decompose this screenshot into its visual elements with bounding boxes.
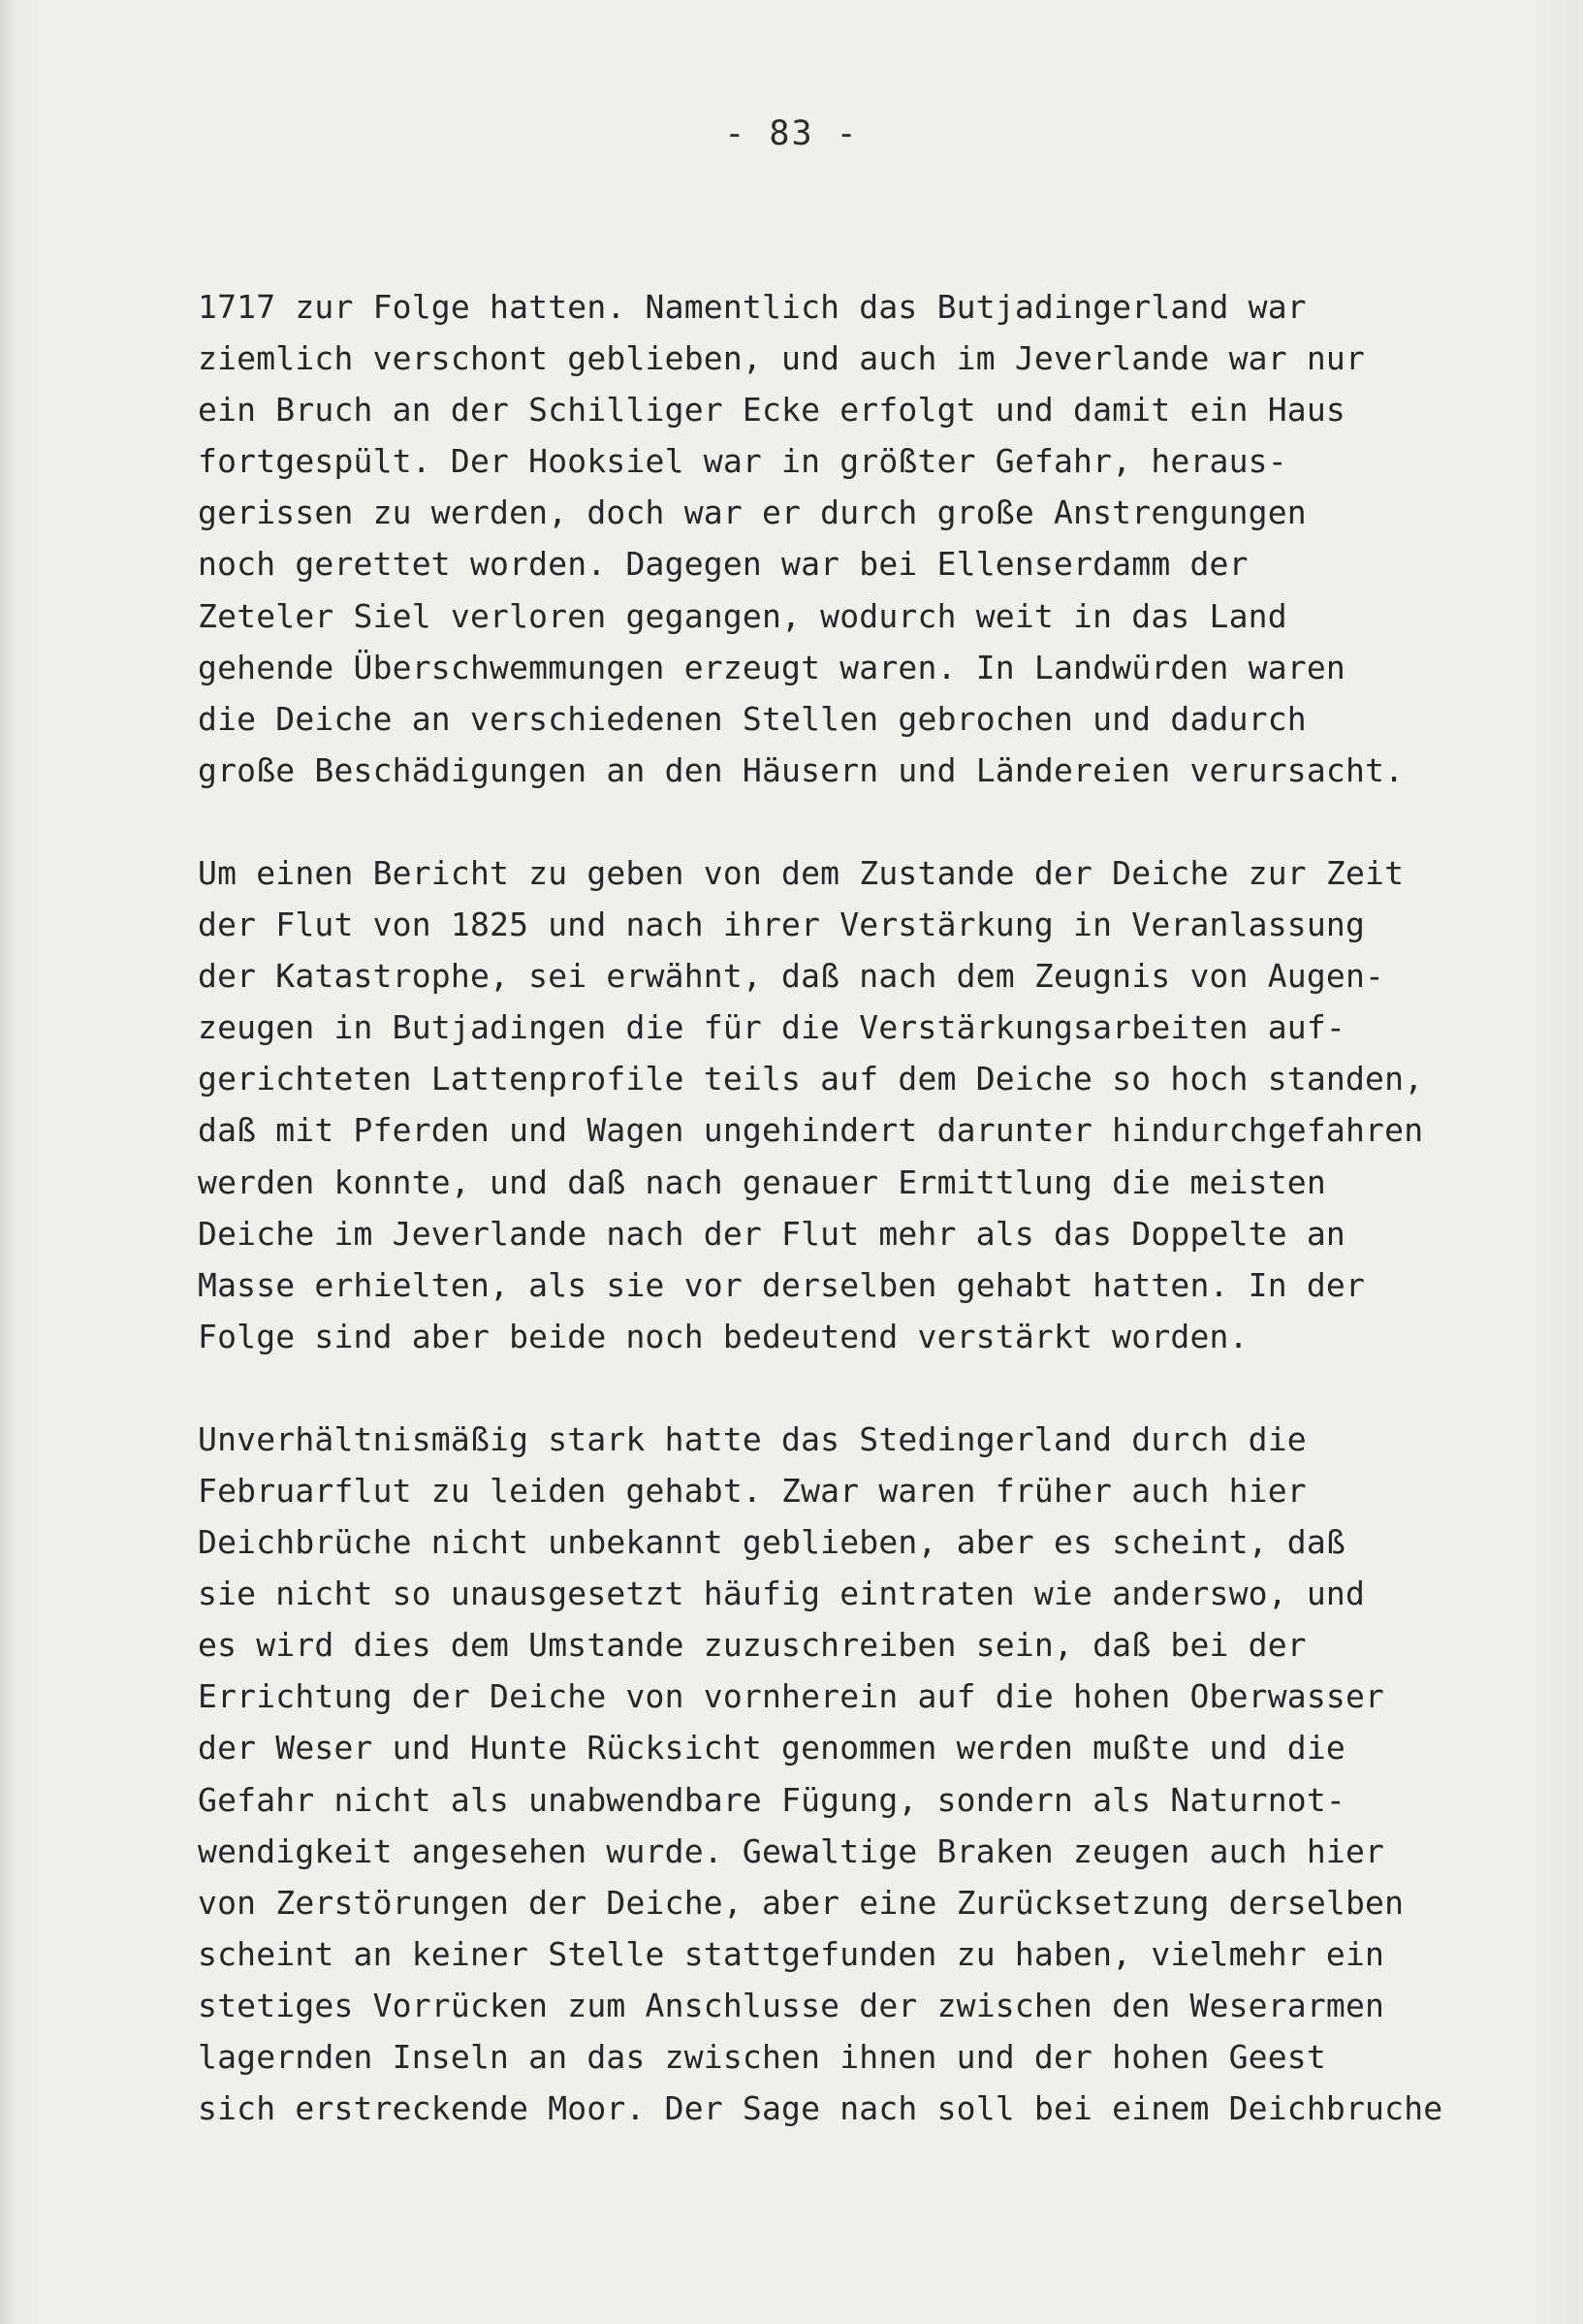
text-line: ziemlich verschont geblieben, und auch im Jeverlande war nur <box>198 339 1366 378</box>
text-line: Errichtung der Deiche von vornherein auf die hohen Oberwasser <box>198 1677 1385 1716</box>
text-line: Deichbrüche nicht unbekannt geblieben, aber es scheint, daß <box>198 1523 1346 1562</box>
body-text <box>198 281 1497 2185</box>
text-line: große Beschädigungen an den Häusern und Ländereien verursacht. <box>198 750 1405 789</box>
page-number: - 83 - <box>724 114 859 153</box>
text-line: gehende Überschwemmungen erzeugt waren. In Landwürden waren <box>198 648 1346 686</box>
text-line: Um einen Bericht zu geben von dem Zustande der Deiche zur Zeit <box>198 853 1405 892</box>
text-line: von Zerstörungen der Deiche, aber eine Zurücksetzung derselben <box>198 1883 1405 1922</box>
text-line: der Katastrophe, sei erwähnt, daß nach dem Zeugnis von Augen- <box>198 957 1385 996</box>
text-line: scheint an keiner Stelle stattgefunden zu haben, vielmehr ein <box>198 1934 1385 1973</box>
text-line: sie nicht so unausgesetzt häufig eintraten wie anderswo, und <box>198 1575 1366 1613</box>
text-line: lagernden Inseln an das zwischen ihnen und der hohen Geest <box>198 2038 1326 2076</box>
paragraph-2 <box>198 847 1497 1362</box>
paragraph-3 <box>198 1414 1497 2134</box>
text-line: 1717 zur Folge hatten. Namentlich das Butjadingerland war <box>198 288 1307 326</box>
text-line: noch gerettet worden. Dagegen war bei Ellenserdamm der <box>198 545 1249 584</box>
text-line: Deiche im Jeverlande nach der Flut mehr als das Doppelte an <box>198 1214 1346 1253</box>
text-line: daß mit Pferden und Wagen ungehindert darunter hindurchgefahren <box>198 1111 1424 1150</box>
text-line: Masse erhielten, als sie vor derselben gehabt hatten. In der <box>198 1265 1366 1304</box>
text-line: der Flut von 1825 und nach ihrer Verstärkung in Veranlassung <box>198 906 1366 944</box>
text-line: Unverhältnismäßig stark hatte das Stedingerland durch die <box>198 1419 1307 1458</box>
text-line: werden konnte, und daß nach genauer Ermittlung die meisten <box>198 1162 1326 1201</box>
paragraph-1 <box>198 281 1497 796</box>
text-line: sich erstreckende Moor. Der Sage nach soll bei einem Deichbruche <box>198 2089 1443 2128</box>
text-line: stetiges Vorrücken zum Anschlusse der zwischen den Weserarmen <box>198 1986 1385 2024</box>
text-line: Zeteler Siel verloren gegangen, wodurch weit in das Land <box>198 596 1287 635</box>
text-line: der Weser und Hunte Rücksicht genommen werden mußte und die <box>198 1729 1346 1767</box>
text-line: Gefahr nicht als unabwendbare Fügung, sondern als Naturnot- <box>198 1780 1346 1819</box>
text-line: wendigkeit angesehen wurde. Gewaltige Braken zeugen auch hier <box>198 1831 1385 1870</box>
text-line: Folge sind aber beide noch bedeutend verstärkt worden. <box>198 1317 1249 1355</box>
text-line: gerissen zu werden, doch war er durch große Anstrengungen <box>198 493 1307 532</box>
text-line: Februarflut zu leiden gehabt. Zwar waren früher auch hier <box>198 1471 1307 1510</box>
text-line: gerichteten Lattenprofile teils auf dem Deiche so hoch standen, <box>198 1060 1424 1098</box>
text-line: die Deiche an verschiedenen Stellen gebrochen und dadurch <box>198 699 1307 738</box>
text-line: ein Bruch an der Schilliger Ecke erfolgt und damit ein Haus <box>198 391 1346 430</box>
text-line: es wird dies dem Umstande zuzuschreiben sein, daß bei der <box>198 1626 1307 1665</box>
text-line: zeugen in Butjadingen die für die Verstärkungsarbeiten auf- <box>198 1008 1346 1047</box>
text-line: fortgespült. Der Hooksiel war in größter Gefahr, heraus- <box>198 442 1287 481</box>
